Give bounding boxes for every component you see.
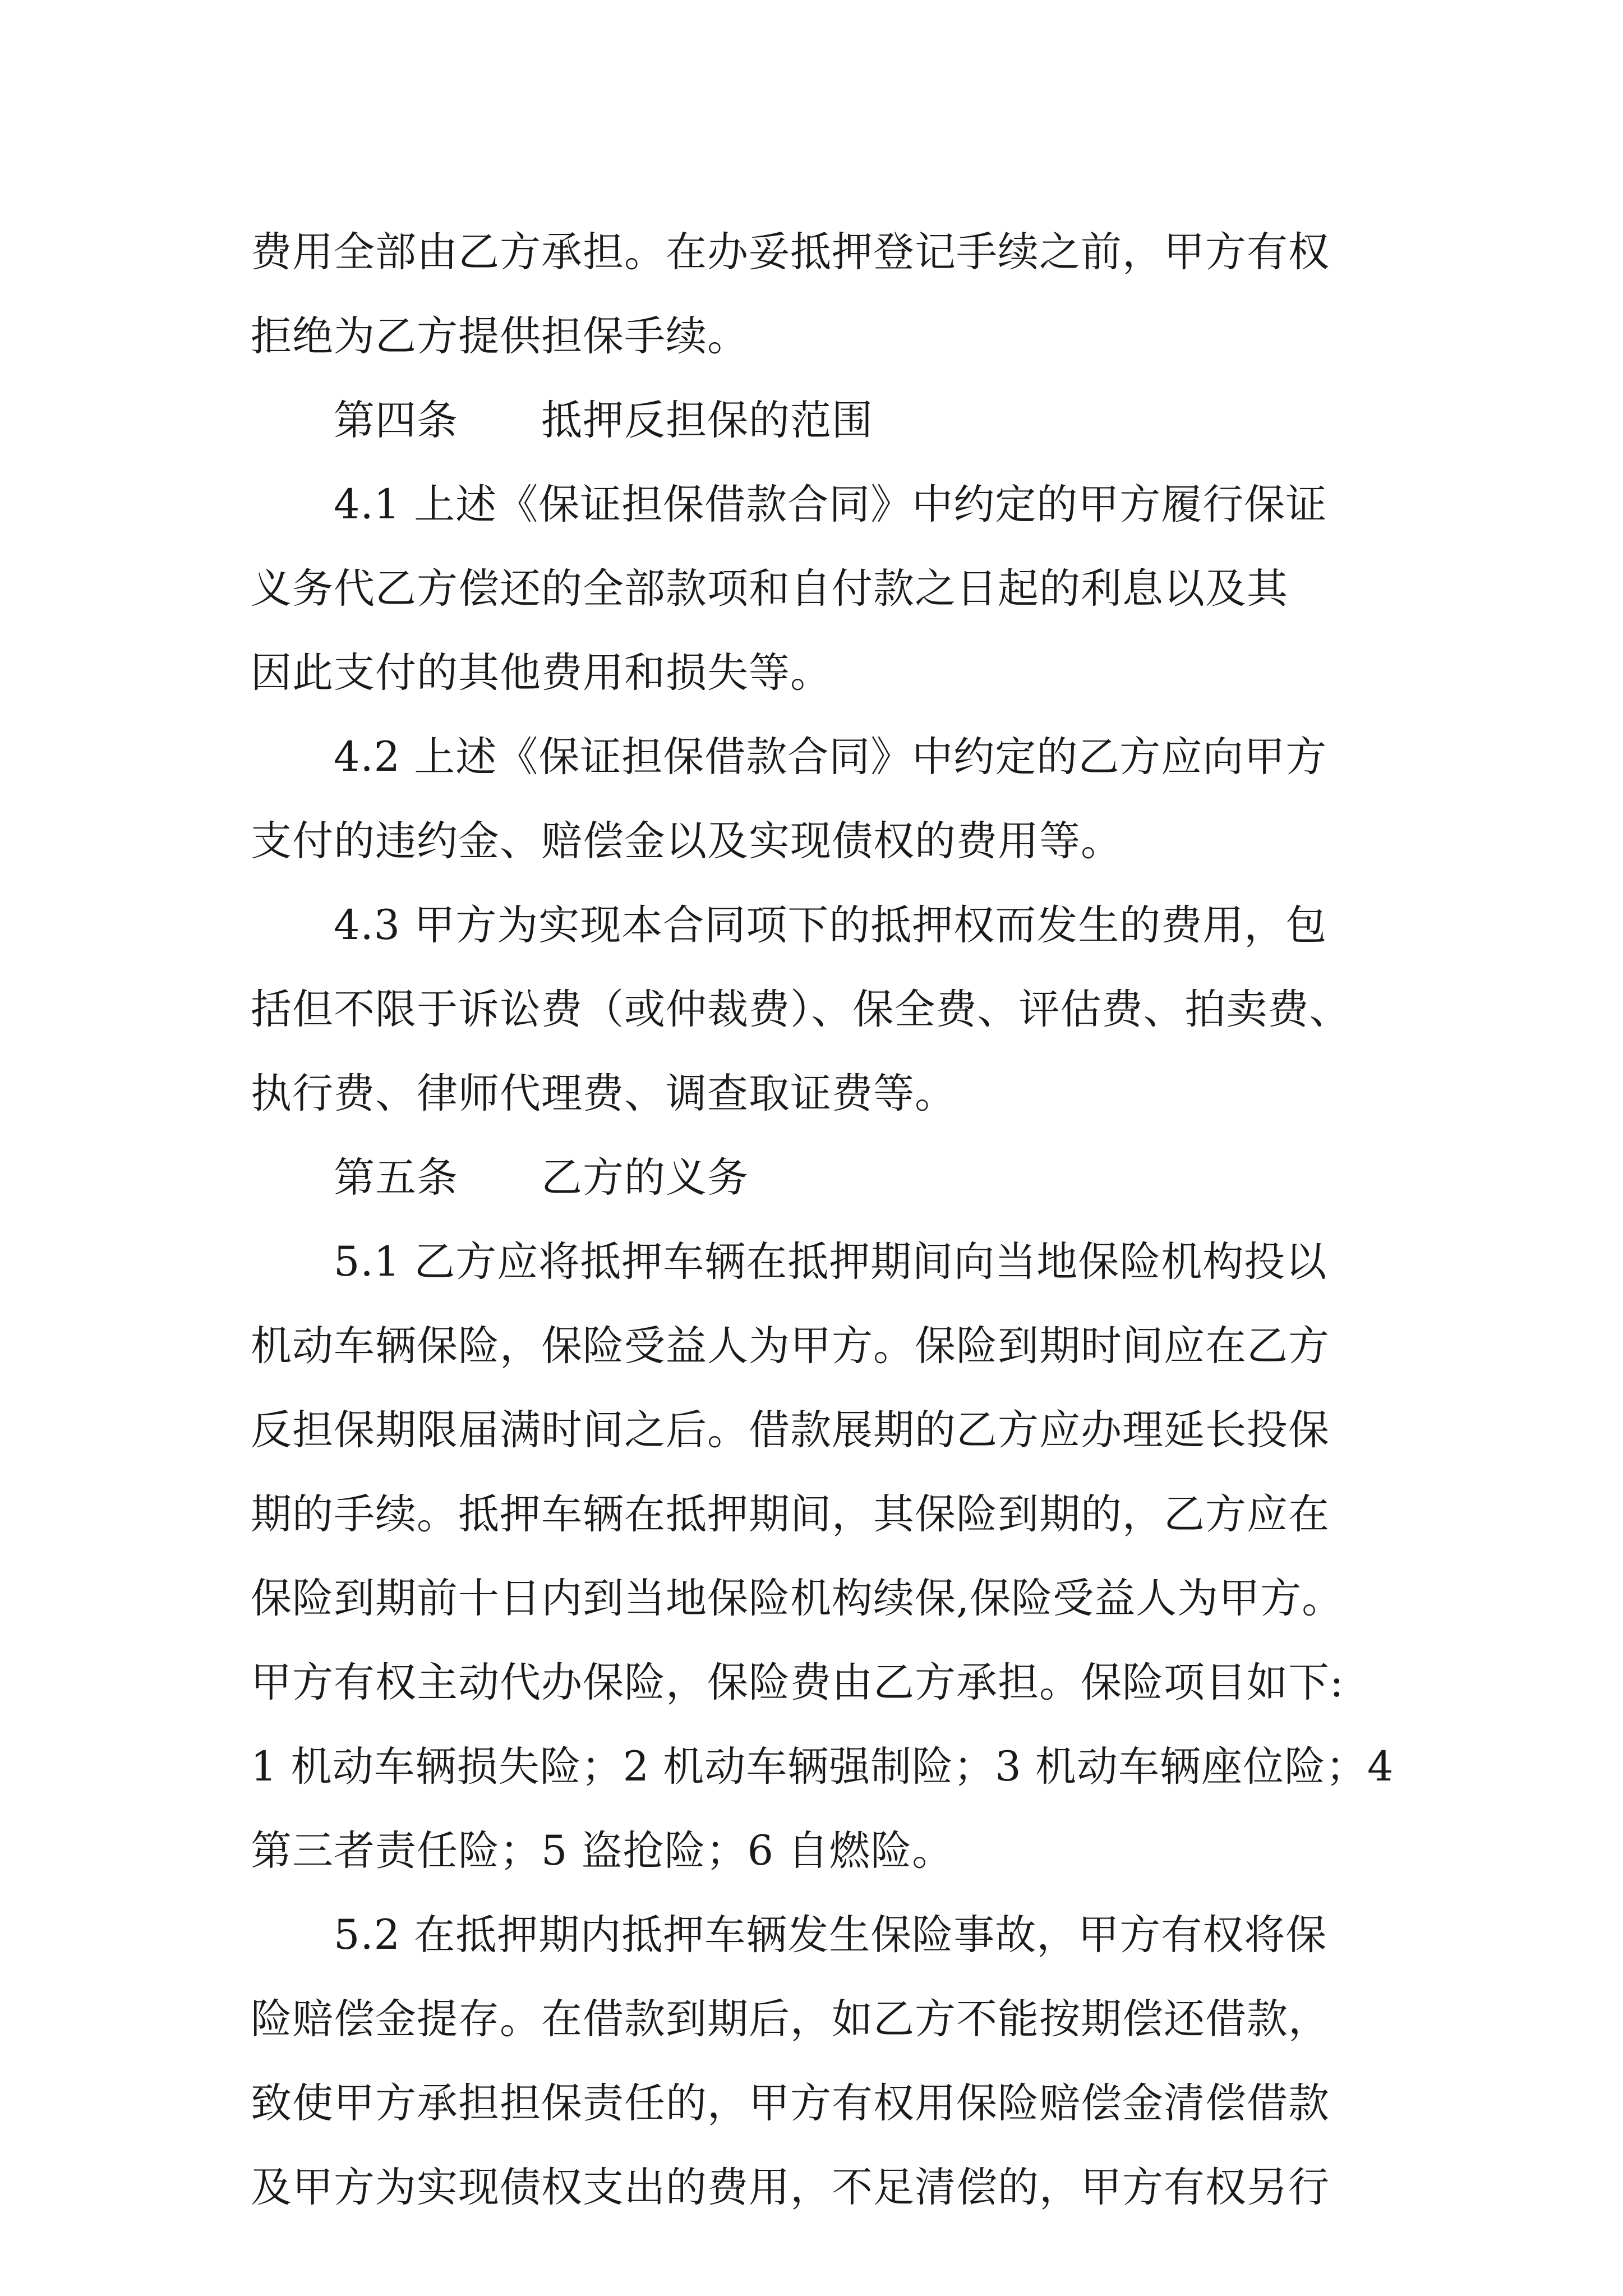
article-heading-4 <box>251 379 1384 463</box>
text-line: 支付的违约金、赔偿金以及实现债权的费用等。 <box>251 817 1122 865</box>
text-line: 拒绝为乙方提供担保手续。 <box>251 312 749 360</box>
heading-line: 第四条 抵押反担保的范围 <box>334 397 873 444</box>
text-line: 险赔偿金提存。在借款到期后，如乙方不能按期偿还借款， <box>251 1995 1330 2043</box>
clause-4-3 <box>251 884 1384 1136</box>
text-line: 1 机动车辆损失险；2 机动车辆强制险；3 机动车辆座位险；4 <box>251 1743 1394 1791</box>
clause-4-1 <box>251 463 1384 715</box>
clause-4-2 <box>251 715 1384 884</box>
text-line: 第三者责任险；5 盗抢险；6 自燃险。 <box>251 1827 954 1875</box>
text-line: 反担保期限届满时间之后。借款展期的乙方应办理延长投保 <box>251 1406 1330 1454</box>
text-line: 期的手续。抵押车辆在抵押期间，其保险到期的，乙方应在 <box>251 1490 1330 1538</box>
text-line: 保险到期前十日内到当地保险机构续保,保险受益人为甲方。 <box>251 1575 1344 1622</box>
clause-5-2 <box>251 1893 1384 2230</box>
text-line: 5.2 在抵押期内抵押车辆发生保险事故，甲方有权将保 <box>334 1911 1327 1959</box>
text-line: 4.2 上述《保证担保借款合同》中约定的乙方应向甲方 <box>334 733 1327 781</box>
text-line: 义务代乙方偿还的全部款项和自付款之日起的利息以及其 <box>251 565 1288 613</box>
text-line: 因此支付的其他费用和损失等。 <box>251 649 832 697</box>
paragraph-continued-text <box>251 210 1384 379</box>
article-heading-5 <box>251 1136 1384 1220</box>
text-line: 4.3 甲方为实现本合同项下的抵押权而发生的费用，包 <box>334 901 1327 949</box>
text-line: 4.1 上述《保证担保借款合同》中约定的甲方履行保证 <box>334 481 1327 528</box>
text-line: 执行费、律师代理费、调查取证费等。 <box>251 1070 956 1117</box>
heading-line: 第五条 乙方的义务 <box>334 1154 749 1202</box>
text-line: 费用全部由乙方承担。在办妥抵押登记手续之前，甲方有权 <box>251 228 1330 276</box>
text-line: 括但不限于诉讼费（或仲裁费）、保全费、评估费、拍卖费、 <box>251 986 1351 1033</box>
text-line: 甲方有权主动代办保险，保险费由乙方承担。保险项目如下: <box>251 1659 1344 1706</box>
text-line: 及甲方为实现债权支出的费用，不足清偿的，甲方有权另行 <box>251 2164 1330 2211</box>
text-line: 致使甲方承担担保责任的，甲方有权用保险赔偿金清偿借款 <box>251 2079 1330 2127</box>
document-body <box>251 210 1394 2230</box>
clause-5-1 <box>251 1220 1394 1893</box>
text-line: 机动车辆保险，保险受益人为甲方。保险到期时间应在乙方 <box>251 1322 1330 1370</box>
text-line: 5.1 乙方应将抵押车辆在抵押期间向当地保险机构投以 <box>334 1238 1327 1286</box>
